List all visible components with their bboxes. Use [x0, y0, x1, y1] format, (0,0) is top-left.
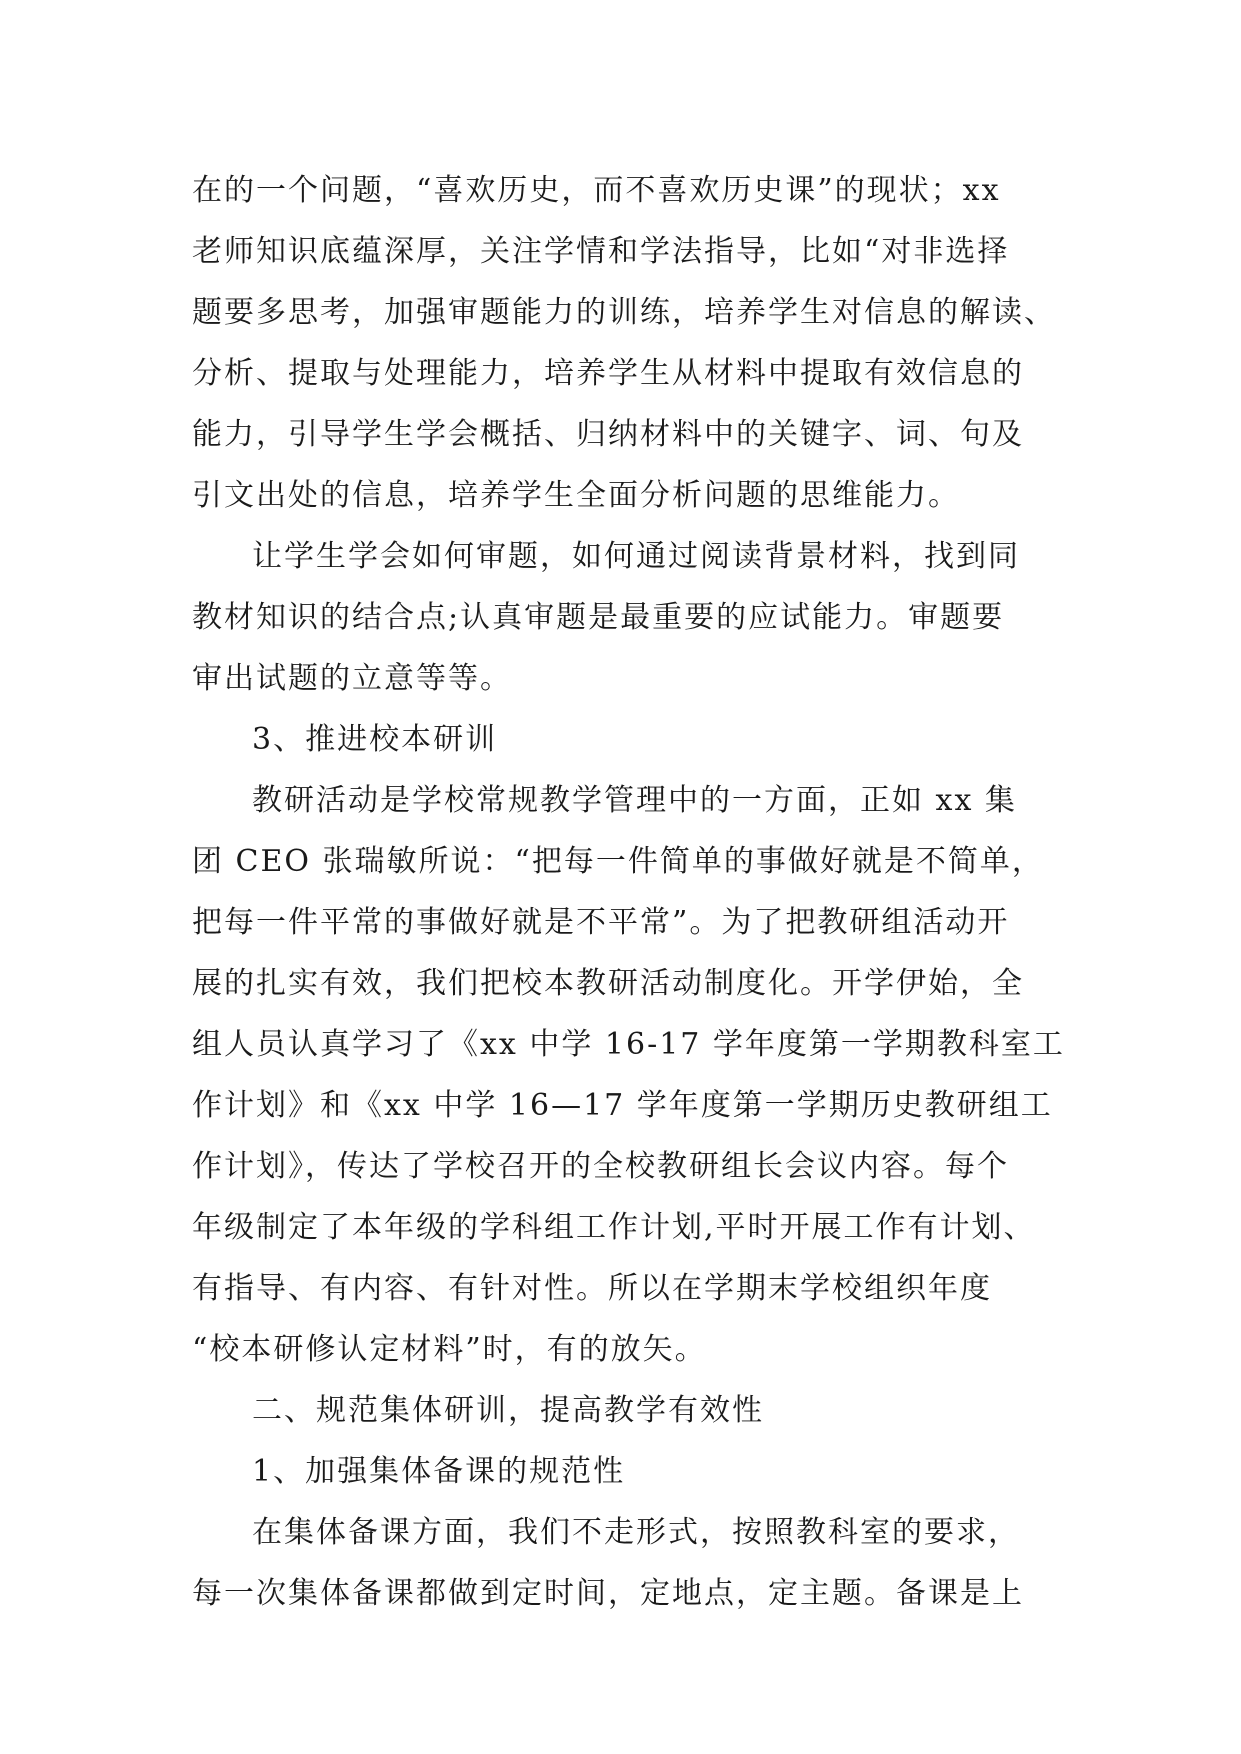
paragraph-line: 团 CEO 张瑞敏所说：“把每一件简单的事做好就是不简单， [192, 844, 1044, 879]
paragraph-line: 有指导、有内容、有针对性。所以在学期末学校组织年度 [192, 1271, 992, 1306]
paragraph-line: 审出试题的立意等等。 [192, 661, 512, 696]
paragraph-line: 老师知识底蕴深厚，关注学情和学法指导，比如“对非选择 [192, 234, 1010, 269]
paragraph-line: 年级制定了本年级的学科组工作计划,平时开展工作有计划、 [192, 1210, 1036, 1245]
paragraph-line: “校本研修认定材料”时，有的放矢。 [192, 1332, 707, 1367]
paragraph-line: 把每一件平常的事做好就是不平常”。为了把教研组活动开 [192, 905, 1010, 940]
paragraph-line: 教材知识的结合点;认真审题是最重要的应试能力。审题要 [192, 600, 1005, 635]
paragraph-line: 每一次集体备课都做到定时间，定地点，定主题。备课是上 [192, 1576, 1024, 1611]
paragraph-line: 在集体备课方面，我们不走形式，按照教科室的要求， [252, 1515, 1020, 1550]
paragraph-line: 分析、提取与处理能力，培养学生从材料中提取有效信息的 [192, 356, 1024, 391]
section-heading: 3、推进校本研训 [252, 722, 498, 757]
paragraph-line: 作计划》，传达了学校召开的全校教研组长会议内容。每个 [192, 1149, 1009, 1184]
paragraph-line: 引文出处的信息，培养学生全面分析问题的思维能力。 [192, 478, 960, 513]
paragraph-line: 能力，引导学生学会概括、归纳材料中的关键字、词、句及 [192, 417, 1024, 452]
document-body [192, 160, 1072, 1624]
subsection-heading: 1、加强集体备课的规范性 [252, 1454, 626, 1489]
paragraph-line: 让学生学会如何审题，如何通过阅读背景材料，找到同 [252, 539, 1020, 574]
paragraph-line: 教研活动是学校常规教学管理中的一方面，正如 xx 集 [252, 783, 1017, 818]
paragraph-line: 展的扎实有效，我们把校本教研活动制度化。开学伊始，全 [192, 966, 1024, 1001]
paragraph-line: 作计划》和《xx 中学 16—17 学年度第一学期历史教研组工 [192, 1088, 1053, 1123]
section-heading: 二、规范集体研训，提高教学有效性 [252, 1393, 764, 1428]
paragraph-line: 在的一个问题，“喜欢历史，而不喜欢历史课”的现状；xx [192, 173, 1001, 208]
paragraph-line: 组人员认真学习了《xx 中学 16-17 学年度第一学期教科室工 [192, 1027, 1065, 1062]
paragraph-line: 题要多思考，加强审题能力的训练，培养学生对信息的解读、 [192, 295, 1056, 330]
